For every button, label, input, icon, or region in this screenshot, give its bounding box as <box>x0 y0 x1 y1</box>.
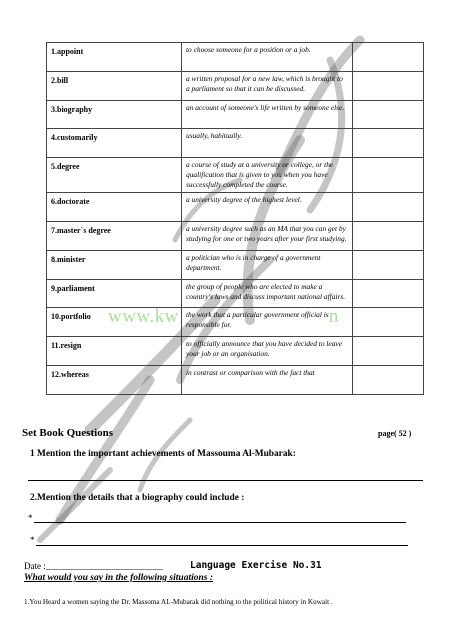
vocab-definition: in contrast or comparison with the fact that <box>182 365 353 394</box>
vocab-blank-cell[interactable] <box>353 193 424 222</box>
vocab-definition: a politician who is in charge of a government department. <box>182 250 353 279</box>
bullet-star-1: * <box>28 513 33 523</box>
exercise-title: Language Exercise No.31 <box>190 560 322 571</box>
vocab-definition: to choose someone for a position or a job. <box>182 43 353 72</box>
vocab-row <box>47 250 424 279</box>
vocab-word: 7.master`s degree <box>47 221 182 250</box>
watermark-url-tail: n <box>328 306 339 327</box>
vocab-word: 11.resign <box>47 337 182 366</box>
vocab-word: 2.bill <box>47 71 182 100</box>
vocab-definition: a course of study at a university or college, or the qualification that is given to you when you have successfully completed the course. <box>182 158 353 193</box>
answer-line-3[interactable] <box>36 545 408 546</box>
vocab-row <box>47 71 424 100</box>
vocab-definition: usually, habitually. <box>182 129 353 158</box>
situation-1: 1.You Heard a women saying the Dr. Massoma AL-Mubarak did nothing to the political history in Kuwait . <box>24 598 333 606</box>
question-2: 2.Mention the details that a biography could include : <box>30 493 245 503</box>
vocab-definition: to officially announce that you have decided to leave your job or an organisation. <box>182 337 353 366</box>
vocab-row <box>47 221 424 250</box>
bullet-star-2: * <box>30 535 35 545</box>
vocab-definition: a university degree such as an MA that you can get by studying for one or two years after your first studying. <box>182 221 353 250</box>
answer-line-2[interactable] <box>34 522 406 523</box>
vocab-row <box>47 193 424 222</box>
vocab-blank-cell[interactable] <box>353 279 424 308</box>
answer-line-1[interactable] <box>28 480 423 481</box>
vocab-row <box>47 337 424 366</box>
vocab-word: 3.biography <box>47 100 182 129</box>
watermark-url-text: www.kw <box>108 306 179 327</box>
vocab-blank-cell[interactable] <box>353 43 424 72</box>
vocab-word: 12.whereas <box>47 365 182 394</box>
vocab-blank-cell[interactable] <box>353 250 424 279</box>
vocab-blank-cell[interactable] <box>353 100 424 129</box>
vocab-blank-cell[interactable] <box>353 71 424 100</box>
vocab-row <box>47 365 424 394</box>
page-reference: page( 52 ) <box>378 429 412 438</box>
question-1: 1 Mention the important achievements of Massouma Al-Mubarak: <box>30 449 296 459</box>
vocab-row <box>47 158 424 193</box>
vocab-word: 6.doctorate <box>47 193 182 222</box>
vocab-row <box>47 129 424 158</box>
vocab-word: 9.parliament <box>47 279 182 308</box>
vocab-row <box>47 43 424 72</box>
vocab-blank-cell[interactable] <box>353 158 424 193</box>
vocab-word: 4.customarily <box>47 129 182 158</box>
vocab-blank-cell[interactable] <box>353 337 424 366</box>
vocab-definition: the group of people who are elected to make a country's laws and discuss important national affairs. <box>182 279 353 308</box>
vocab-blank-cell[interactable] <box>353 308 424 337</box>
vocab-word: 1.appoint <box>47 43 182 72</box>
vocab-row <box>47 100 424 129</box>
vocab-word: 5.degree <box>47 158 182 193</box>
set-book-title: Set Book Questions <box>22 427 114 439</box>
vocab-blank-cell[interactable] <box>353 365 424 394</box>
vocab-blank-cell[interactable] <box>353 129 424 158</box>
vocab-definition: a university degree of the highest level. <box>182 193 353 222</box>
vocabulary-table <box>46 42 424 395</box>
watermark-url <box>108 306 339 328</box>
vocab-definition: the work that a particular government official is responsible for. <box>182 308 353 337</box>
date-field: Date :__________________________ <box>24 561 163 571</box>
vocab-blank-cell[interactable] <box>353 221 424 250</box>
vocab-row <box>47 279 424 308</box>
situations-heading: What would you say in the following situations : <box>24 573 213 583</box>
vocab-word: 10.portfolio <box>47 308 182 337</box>
vocab-definition: an account of someone's life written by someone else. <box>182 100 353 129</box>
vocab-definition: a written proposal for a new law, which is brought to a parliament so that it can be discussed. <box>182 71 353 100</box>
vocab-word: 8.minister <box>47 250 182 279</box>
